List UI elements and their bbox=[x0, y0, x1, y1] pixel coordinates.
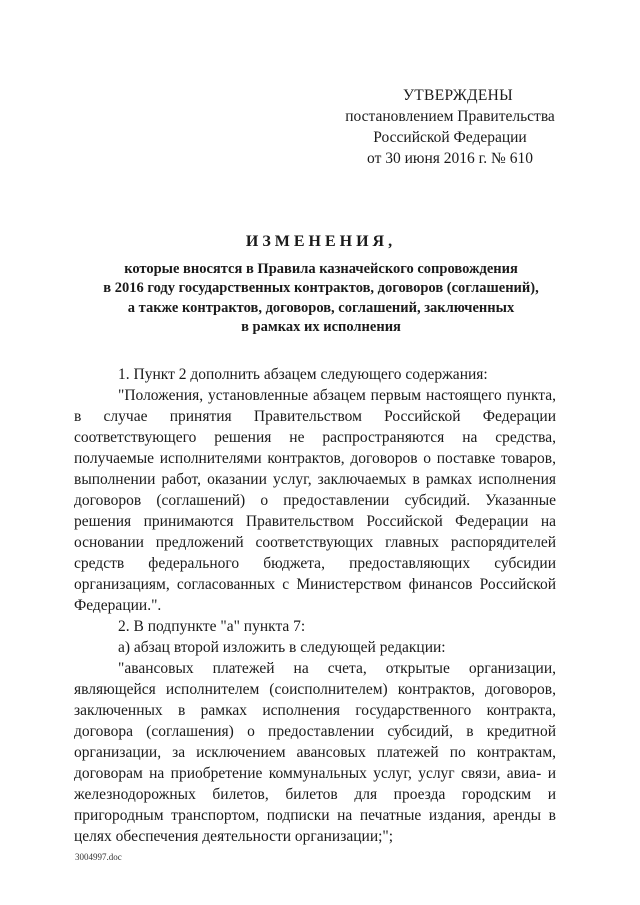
paragraph-item-2: 2. В подпункте "а" пункта 7: bbox=[118, 618, 306, 635]
approval-stamp bbox=[330, 85, 570, 169]
paragraph-quote-1: "Положения, установленные абзацем первым настоящего пункта, в случае принятия Правительством Российской Федерации соответствующего решения не распространяются на средства, получаемые исполнителями контрактов, договоров о поставке товаров, выполнении работ, оказании услуг, заключаемых в рамках исполнения договоров (соглашений) о предоставлении субсидий. Указанные решения принимаются Правительством Российской Федерации на основании предложений соответствующих главных распорядителей средств федерального бюджета, предоставляющих субсидии организациям, согласованных с Министерством финансов Российской Федерации.". bbox=[74, 387, 556, 614]
paragraph-quote-2: "авансовых платежей на счета, открытые организации, являющейся исполнителем (соисполнителем) контрактов, договоров, заключенных в рамках исполнения государственного контракта, договора (соглашения) о предоставлении субсидий, в кредитной организации, за исключением авансовых платежей по контрактам, договорам на приобретение коммунальных услуг, услуг связи, авиа- и железнодорожных билетов, билетов для проезда городским и пригородным транспортом, подписки на печатные издания, аренды в целях обеспечения деятельности организации;"; bbox=[74, 660, 556, 845]
approval-government-line: Российской Федерации bbox=[373, 129, 527, 146]
document-body bbox=[74, 364, 556, 847]
approved-label: УТВЕРЖДЕНЫ bbox=[403, 87, 513, 104]
approval-decree-line: постановлением Правительства bbox=[345, 108, 555, 125]
file-code-footer: 3004997.doc bbox=[75, 852, 122, 862]
document-subtitle-line: которые вносятся в Правила казначейского сопровождения bbox=[124, 261, 518, 277]
document-title: ИЗМЕНЕНИЯ, bbox=[245, 233, 397, 250]
document-subtitle-line: а также контрактов, договоров, соглашений, заключенных bbox=[127, 299, 515, 316]
approval-date-number: от 30 июня 2016 г. № 610 bbox=[367, 150, 533, 167]
document-title-block bbox=[80, 232, 562, 337]
paragraph-subitem-a: а) абзац второй изложить в следующей редакции: bbox=[118, 639, 446, 656]
document-subtitle-line: в рамках их исполнения bbox=[241, 318, 401, 335]
document-subtitle-line: в 2016 году государственных контрактов, договоров (соглашений), bbox=[103, 280, 539, 297]
paragraph-item-1: 1. Пункт 2 дополнить абзацем следующего содержания: bbox=[118, 366, 488, 383]
